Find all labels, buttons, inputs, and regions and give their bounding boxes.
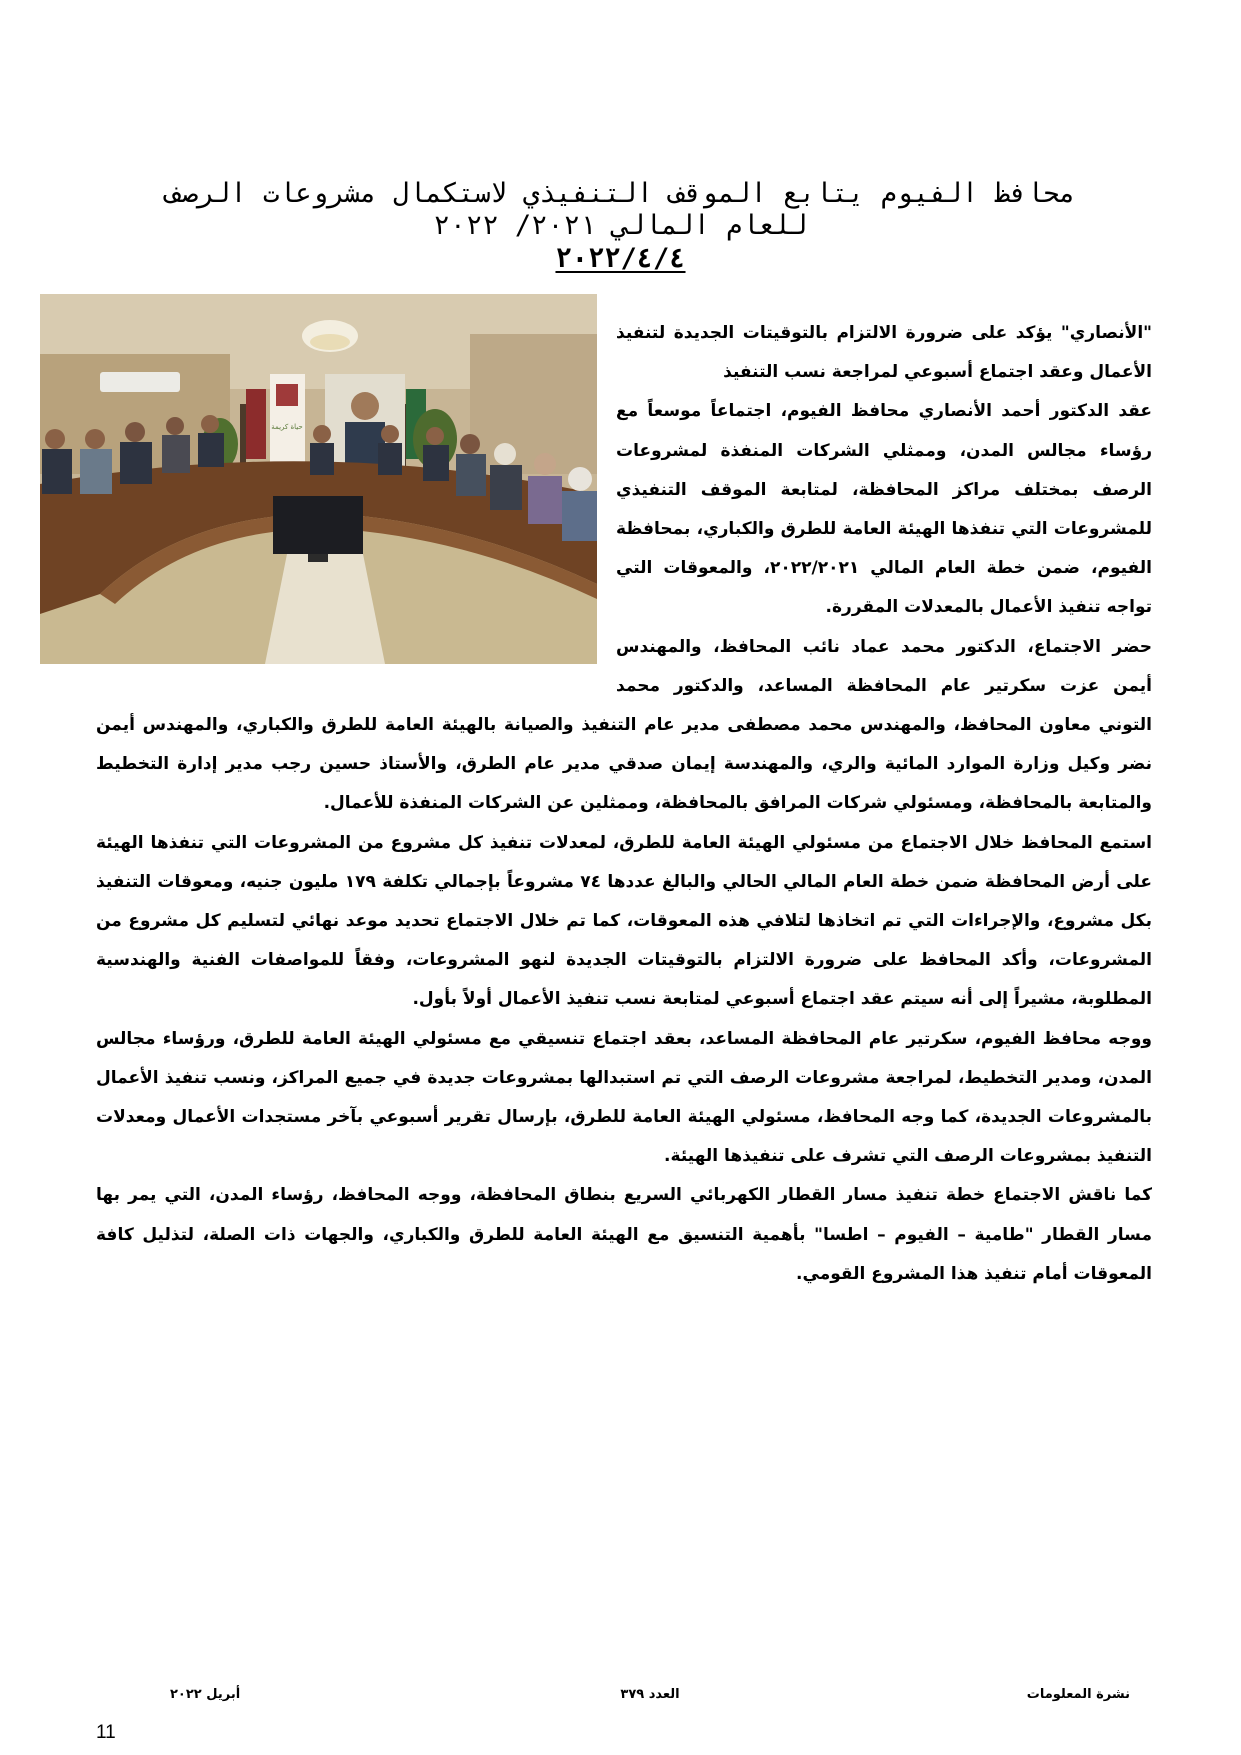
article-paragraph-4: ووجه محافظ الفيوم، سكرتير عام المحافظة المساعد، بعقد اجتماع تنسيقي مع مسئولي الهيئة العامة للطرق، ورؤساء مجالس المدن، ومدير التخطيط، لمراجعة مشروعات الرصف التي تم استبدالها بمشروعات جديدة في جميع المراكز، ونسب تنفيذ الأعمال بالمشروعات الجديدة، كما وجه المحافظ، مسئولي الهيئة العامة للطرق، بإرسال تقرير أسبوعي بآخر مستجدات الأعمال ومعدلات التنفيذ بمشروعات الرصف التي تشرف على تنفيذها الهيئة. — [96, 1028, 1152, 1167]
article-paragraph-2: حضر الاجتماع، الدكتور محمد عماد نائب المحافظ، والمهندس أيمن عزت سكرتير عام المحافظة المساعد، والدكتور محمد التوني معاون المحافظ، والمهندس محمد مصطفى مدير عام التنفيذ والصيانة بالهيئة العامة للطرق والكباري، والمهندس أيمن نضر وكيل وزارة الموارد المائية والري، والمهندسة إيمان صدقي مدير عام الطرق، والأستاذ حسين رجب مدير إدارة التخطيط والمتابعة بالمحافظة، ومسئولي شركات المرافق بالمحافظة، وممثلين عن الشركات المنفذة للأعمال. — [96, 636, 1152, 814]
footer-publication: نشرة المعلومات — [1026, 1687, 1130, 1702]
article-body — [96, 314, 1152, 1294]
banner-text: حياة كريمة — [271, 423, 303, 431]
page-footer — [170, 1687, 1130, 1707]
article-paragraph-3: استمع المحافظ خلال الاجتماع من مسئولي الهيئة العامة للطرق، لمعدلات تنفيذ كل مشروع من المشروعات التي تنفذها الهيئة على أرض المحافظة ضمن خطة العام المالي الحالي والبالغ عددها ٧٤ مشروعاً بإجمالي تكلفة ١٧٩ مليون جنيه، ومعوقات التنفيذ بكل مشروع، والإجراءات التي تم اتخاذها لتلافي هذه المعوقات، كما تم خلال الاجتماع تحديد موعد نهائي لتسليم كل مشروع من المشروعات، وأكد المحافظ على ضرورة الالتزام بالتوقيتات الجديدة لنهو المشروعات، وفقاً للمواصفات الفنية والهندسية المطلوبة، مشيراً إلى أنه سيتم عقد اجتماع أسبوعي لمتابعة نسب تنفيذ الأعمال أولاً بأول. — [96, 832, 1152, 1010]
article-lead: "الأنصاري" يؤكد على ضرورة الالتزام بالتوقيتات الجديدة لتنفيذ الأعمال وعقد اجتماع أسبوعي لمراجعة نسب التنفيذ — [616, 323, 1152, 383]
photo-spacer — [96, 314, 616, 667]
footer-issue: العدد ٣٧٩ — [620, 1687, 680, 1702]
article-date: ٢٠٢٢/٤/٤ — [555, 243, 686, 274]
article-paragraph-5: كما ناقش الاجتماع خطة تنفيذ مسار القطار الكهربائي السريع بنطاق المحافظة، ووجه المحافظ، رؤساء المدن، التي يمر بها مسار القطار "طامية – الفيوم – اطسا" بأهمية التنسيق مع الهيئة العامة للطرق والكباري، والجهات ذات الصلة، لتذليل كافة المعوقات أمام تنفيذ هذا المشروع القومي. — [96, 1185, 1152, 1284]
article-title-block — [90, 178, 1151, 276]
article-paragraph-1: عقد الدكتور أحمد الأنصاري محافظ الفيوم، اجتماعاً موسعاً مع رؤساء مجالس المدن، وممثلي الشركات المنفذة لمشروعات الرصف بمختلف مراكز المحافظة، لمتابعة الموقف التنفيذي للمشروعات التي تنفذها الهيئة العامة للطرق والكباري، بمحافظة الفيوم، ضمن خطة العام المالي ٢٠٢٢/٢٠٢١، والمعوقات التي تواجه تنفيذ الأعمال بالمعدلات المقررة. — [616, 401, 1152, 618]
page-number: 11 — [96, 1722, 116, 1743]
article-title-line-1: محافظ الفيوم يتابع الموقف التنفيذي لاستكمال مشروعات الرصف — [165, 178, 1076, 209]
article-title-line-2: للعام المالي ٢٠٢١/ ٢٠٢٢ — [433, 210, 808, 241]
footer-month: أبريل ٢٠٢٢ — [170, 1687, 241, 1702]
